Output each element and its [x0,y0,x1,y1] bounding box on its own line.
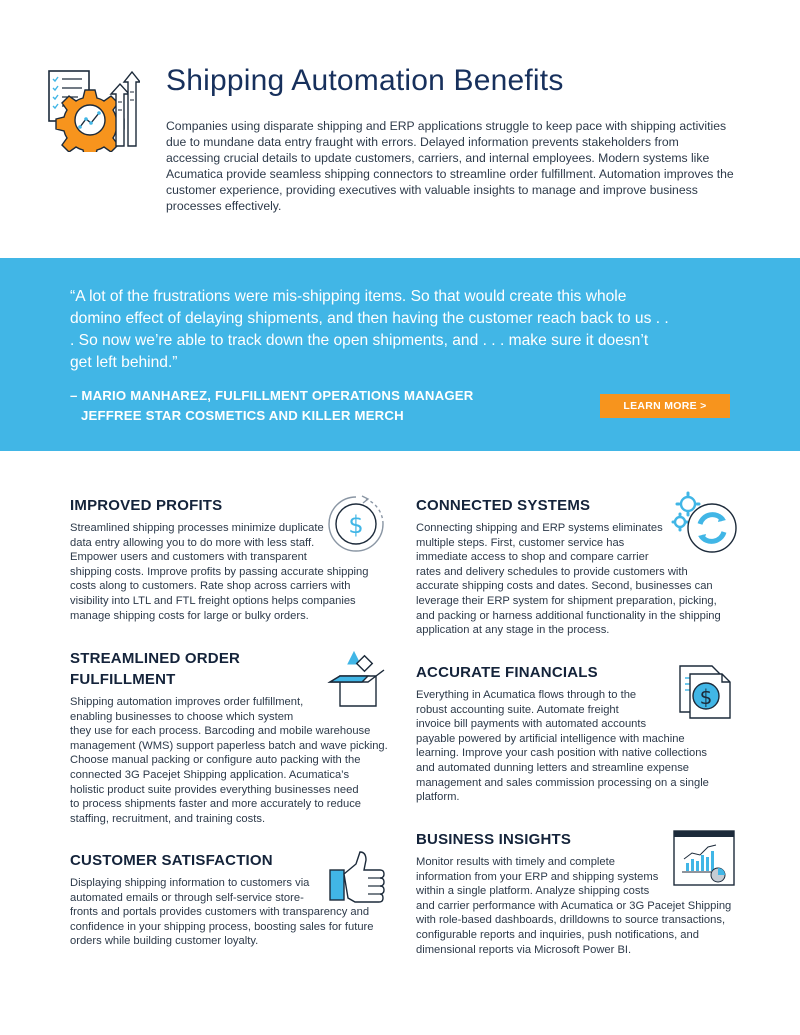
attribution-company: JEFFREE STAR COSMETICS AND KILLER MERCH [81,408,404,423]
body-line: Displaying shipping information to customers via [70,877,310,889]
body-line: connected 3G Pacejet Shipping application. Acumatica’s [70,768,350,781]
body-line: leverage their ERP system for shipment preparation, picking, [416,594,717,607]
body-line: visibility into LTL and FTL freight options helps companies [70,594,356,607]
dollar-cycle-icon [326,494,386,554]
body-line: within a single platform. Analyze shipping costs [416,885,650,898]
section-heading: IMPROVED PROFITS [70,497,223,514]
body-line: payable powered by artificial intelligence with machine [416,732,685,745]
testimonial-attribution [70,386,474,426]
page-title: Shipping Automation Benefits [166,64,564,97]
body-line: and packing or harness additional functionality in the shipping [416,609,721,622]
body-line: multiple steps. First, customer service has [416,536,625,549]
body-line: Connecting shipping and ERP systems eliminates [416,522,663,534]
body-line: learning. Improve your cash position with native collections [416,747,708,760]
body-line: invoice bill payments with automated accounts [416,718,647,731]
body-line: Everything in Acumatica flows through to the [416,689,637,701]
body-line: shipping costs. Improve profits by passing accurate shipping [70,565,369,578]
body-line: platform. [416,791,460,804]
body-line: configurable reports and inquiries, push notifications, and [416,928,699,941]
svg-text:$: $ [348,511,364,539]
invoice-dollar-icon [676,664,734,720]
attribution-name: – MARIO MANHAREZ, FULFILLMENT OPERATIONS MANAGER [70,388,474,403]
intro-paragraph: Companies using disparate shipping and ERP applications struggle to keep pace with shipping activities due to mundane data entry fraught with errors. Delayed information prevents stakeholders from accessing crucial details to update customers, carriers, and internal employees. Modern systems like Acumatica provide seamless shipping connectors to streamline order fulfillment. Automation improves the customer experience, providing executives with valuable insights to manage and improve business processes effectively. [166,119,734,213]
section-heading: CONNECTED SYSTEMS [416,497,591,514]
section-body [70,695,390,826]
gear-chart-icon [44,66,140,152]
body-line: information from your ERP and shipping systems [416,870,659,883]
body-line: data entry allowing you to do more with less staff. [70,536,315,549]
heading-line: STREAMLINED ORDER [70,650,241,667]
body-line: manage shipping costs for large or bulky orders. [70,609,309,622]
dashboard-chart-icon [672,829,736,887]
body-line: Choose manual packing or configure auto packing with the [70,754,361,767]
body-line: fronts and portals provides customers with transparency and [70,906,370,919]
gears-sync-icon [670,490,740,558]
body-line: robust accounting suite. Automate freight [416,703,619,716]
body-line: they use for each process. Barcoding and mobile warehouse [70,725,371,738]
body-line: and automated dunning letters and streamline expense [416,761,690,774]
body-line: to process shipments faster and more accurately to reduce [70,798,362,811]
body-line: application at any stage in the process. [416,624,610,637]
body-line: and carrier performance with Acumatica or 3G Pacejet Shipping [416,899,732,912]
section-heading: BUSINESS INSIGHTS [416,831,572,848]
body-line: holistic product suite provides everything businesses need [70,783,359,796]
svg-text:$: $ [699,685,713,709]
body-line: Monitor results with timely and complete [416,856,615,868]
section-heading: ACCURATE FINANCIALS [416,664,598,681]
thumbs-up-icon [328,850,388,904]
body-line: dimensional reports via Microsoft Power BI. [416,943,632,956]
heading-line: FULFILLMENT [70,671,176,688]
body-line: immediate access to shop and compare carrier [416,551,649,564]
open-box-icon [326,646,386,712]
learn-more-button[interactable]: LEARN MORE > [600,394,730,418]
body-line: Empower users and customers with transparent [70,551,307,564]
body-line: costs along to customers. Rate shop across carriers with [70,580,351,593]
body-line: rates and delivery schedules to provide customers with [416,565,688,578]
body-line: enabling businesses to choose which system [70,710,294,723]
body-line: confidence in your shipping process, boosting sales for future [70,920,374,933]
body-line: management and sales commission processing on a single [416,776,709,789]
body-line: management (WMS) support paperless batch and wave picking. [70,739,388,752]
body-line: Shipping automation improves order fulfillment, [70,696,304,708]
body-line: staffing, recruitment, and training costs. [70,812,266,825]
body-line: accurate shipping costs and dates. Second, businesses can [416,580,713,593]
section-heading: CUSTOMER SATISFACTION [70,852,273,869]
testimonial-quote: “A lot of the frustrations were mis-shipping items. So that would create this whole domino effect of delaying shipments, and then having the customer reach back to us . . . So now we’re able to track down the open shipments, and . . . make sure it doesn’t get left behind.” [70,288,669,371]
body-line: with role-based dashboards, drilldowns to source transactions, [416,914,726,927]
body-line: Streamlined shipping processes minimize duplicate [70,522,324,534]
body-line: orders while building customer loyalty. [70,935,259,948]
body-line: automated emails or through self-service store- [70,891,304,904]
